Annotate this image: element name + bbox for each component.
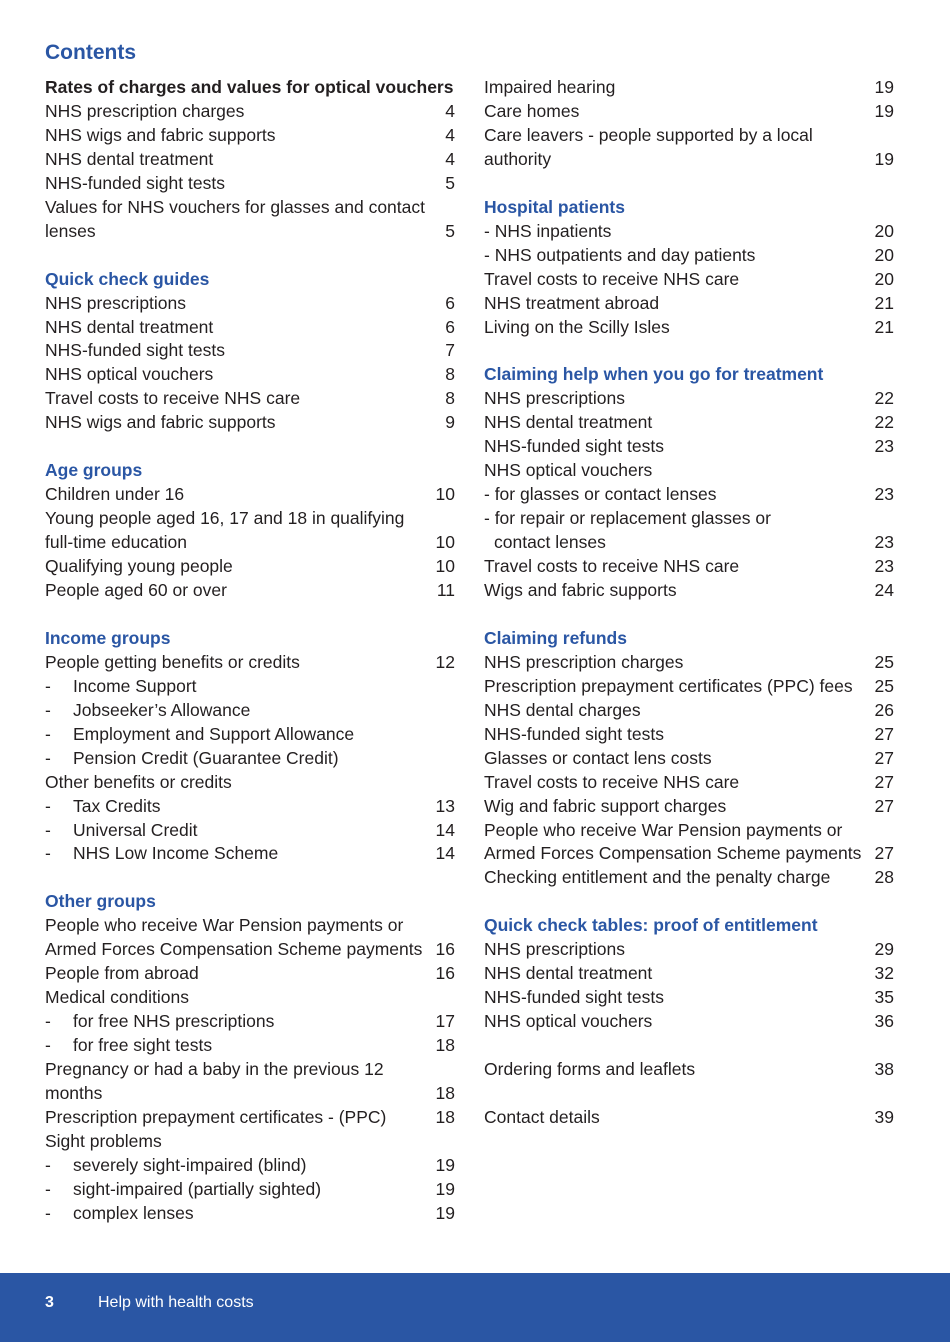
toc-entry-text: Travel costs to receive NHS care bbox=[484, 771, 740, 792]
toc-entry-text: Checking entitlement and the penalty charge bbox=[484, 867, 831, 888]
contents-section bbox=[484, 1106, 894, 1130]
toc-entry[interactable] bbox=[45, 339, 455, 363]
toc-page-number: 11 bbox=[436, 579, 455, 600]
toc-entry-label bbox=[484, 435, 871, 459]
toc-entry-text: NHS-funded sight tests bbox=[45, 340, 225, 361]
toc-entry-label bbox=[45, 339, 441, 363]
toc-entry-label bbox=[484, 723, 871, 747]
toc-entry-label bbox=[45, 148, 441, 172]
toc-entry[interactable] bbox=[484, 866, 894, 890]
toc-page-number: 24 bbox=[874, 579, 894, 600]
toc-entry[interactable] bbox=[45, 914, 455, 962]
footer-title: Help with health costs bbox=[98, 1294, 254, 1311]
toc-entry-text: Wig and fabric support charges bbox=[484, 795, 727, 816]
contents-section bbox=[45, 627, 455, 867]
page-footer bbox=[0, 1273, 950, 1342]
toc-page-number: 20 bbox=[874, 268, 894, 289]
toc-entry-label bbox=[45, 316, 441, 340]
toc-entry-text: NHS-funded sight tests bbox=[45, 172, 225, 193]
toc-entry[interactable] bbox=[45, 483, 455, 507]
toc-entry[interactable] bbox=[45, 100, 455, 124]
toc-entry-text: - for repair or replacement glasses or bbox=[484, 508, 771, 529]
toc-entry[interactable] bbox=[45, 1154, 455, 1178]
toc-entry-text: Income Support bbox=[73, 675, 197, 696]
toc-entry-text: NHS prescriptions bbox=[45, 292, 187, 313]
toc-entry-text: People aged 60 or over bbox=[45, 579, 227, 600]
bullet-dash: - bbox=[45, 843, 51, 864]
toc-entry-text: NHS Low Income Scheme bbox=[73, 843, 279, 864]
toc-entry-text: NHS prescriptions bbox=[484, 939, 626, 960]
toc-page-number: 12 bbox=[435, 651, 455, 672]
toc-entry[interactable] bbox=[45, 196, 455, 244]
toc-page-number: 20 bbox=[874, 244, 894, 265]
toc-page-number: 19 bbox=[874, 100, 894, 121]
toc-entry[interactable] bbox=[484, 699, 894, 723]
toc-page-number: 23 bbox=[874, 436, 894, 457]
toc-entry-text: for free NHS prescriptions bbox=[73, 1011, 275, 1032]
toc-entry-label bbox=[484, 100, 871, 124]
toc-entry-text: NHS dental treatment bbox=[45, 316, 214, 337]
toc-entry[interactable] bbox=[484, 292, 894, 316]
toc-page-number: 23 bbox=[874, 484, 894, 505]
toc-entry[interactable] bbox=[484, 531, 894, 555]
toc-entry-text: Prescription prepayment certificates - (PPC) bbox=[45, 1106, 387, 1127]
toc-entry-text: Glasses or contact lens costs bbox=[484, 747, 712, 768]
toc-entry-label bbox=[484, 220, 871, 244]
toc-entry[interactable] bbox=[45, 316, 455, 340]
bullet-dash: - bbox=[45, 1154, 51, 1175]
toc-page-number: 36 bbox=[874, 1011, 894, 1032]
toc-entry-label bbox=[45, 795, 432, 819]
toc-entry-text: Pension Credit (Guarantee Credit) bbox=[73, 747, 339, 768]
toc-page-number: 6 bbox=[445, 316, 455, 337]
bullet-dash: - bbox=[45, 747, 51, 768]
toc-entry-label bbox=[484, 124, 871, 172]
contents-section bbox=[484, 627, 894, 890]
toc-entry-text: People from abroad bbox=[45, 963, 199, 984]
toc-entry-label bbox=[484, 244, 871, 268]
toc-entry-text: NHS treatment abroad bbox=[484, 292, 660, 313]
toc-entry[interactable] bbox=[45, 1034, 455, 1058]
toc-entry-label bbox=[484, 866, 871, 890]
toc-entry-label bbox=[484, 675, 871, 699]
toc-entry-label bbox=[45, 1010, 432, 1034]
toc-entry-text: Impaired hearing bbox=[484, 77, 616, 97]
bullet-dash: - bbox=[45, 1035, 51, 1056]
toc-page-number: 32 bbox=[874, 963, 894, 984]
bullet-dash: - bbox=[45, 795, 51, 816]
toc-entry-text: NHS dental treatment bbox=[484, 963, 653, 984]
toc-entry-label bbox=[45, 196, 441, 244]
toc-entry-text: NHS-funded sight tests bbox=[484, 987, 664, 1008]
section-heading: Hospital patients bbox=[484, 196, 625, 217]
bullet-dash: - bbox=[45, 1178, 51, 1199]
toc-entry[interactable] bbox=[45, 723, 455, 747]
toc-entry-label bbox=[45, 842, 432, 866]
contents-section bbox=[45, 890, 455, 1225]
toc-entry-label bbox=[484, 292, 871, 316]
toc-entry[interactable] bbox=[484, 747, 894, 771]
toc-entry-text: Qualifying young people bbox=[45, 556, 233, 577]
toc-entry-label bbox=[45, 507, 432, 555]
toc-entry-text: Values for NHS vouchers for glasses and contact lenses bbox=[45, 196, 426, 241]
toc-entry-text: complex lenses bbox=[73, 1202, 194, 1223]
toc-entry[interactable] bbox=[484, 962, 894, 986]
toc-page-number: 14 bbox=[435, 819, 455, 840]
toc-entry-label bbox=[484, 699, 871, 723]
toc-entry-label bbox=[484, 411, 871, 435]
contents-section bbox=[484, 363, 894, 603]
toc-entry[interactable] bbox=[45, 771, 455, 795]
section-heading: Income groups bbox=[45, 627, 171, 648]
toc-entry-label bbox=[45, 555, 432, 579]
toc-page-number: 23 bbox=[874, 532, 894, 553]
toc-entry-text: Living on the Scilly Isles bbox=[484, 316, 670, 337]
toc-page-number: 18 bbox=[435, 1082, 455, 1103]
toc-entry[interactable] bbox=[484, 316, 894, 340]
toc-page-number: 27 bbox=[874, 747, 894, 768]
toc-entry[interactable] bbox=[45, 172, 455, 196]
contents-section bbox=[484, 914, 894, 1034]
toc-entry[interactable] bbox=[484, 124, 894, 172]
toc-entry-label bbox=[484, 579, 871, 603]
toc-entry[interactable] bbox=[484, 651, 894, 675]
toc-entry-text: Pregnancy or had a baby in the previous 12 months bbox=[45, 1059, 384, 1103]
toc-page-number: 10 bbox=[435, 484, 455, 505]
page-title: Contents bbox=[45, 41, 136, 64]
toc-page-number: 39 bbox=[874, 1106, 894, 1127]
toc-page-number: 5 bbox=[445, 220, 455, 241]
toc-page-number: 19 bbox=[435, 1178, 455, 1199]
toc-entry-label bbox=[45, 1154, 432, 1178]
toc-entry-label bbox=[45, 1034, 432, 1058]
bullet-dash: - bbox=[45, 1011, 51, 1032]
toc-entry[interactable] bbox=[45, 579, 455, 603]
toc-page-number: 16 bbox=[435, 963, 455, 984]
toc-entry-text: NHS optical vouchers bbox=[484, 460, 653, 481]
toc-page-number: 29 bbox=[874, 939, 894, 960]
toc-entry[interactable] bbox=[45, 1010, 455, 1034]
toc-entry-label bbox=[484, 771, 871, 795]
toc-entry-label bbox=[484, 819, 871, 867]
toc-entry-label bbox=[484, 1010, 871, 1034]
toc-entry-label bbox=[484, 795, 871, 819]
toc-entry[interactable] bbox=[484, 1106, 894, 1130]
toc-entry-label bbox=[45, 292, 441, 316]
toc-entry-text: NHS-funded sight tests bbox=[484, 436, 664, 457]
toc-page-number: 28 bbox=[874, 867, 894, 888]
toc-page-number: 14 bbox=[435, 843, 455, 864]
toc-entry-text: contact lenses bbox=[494, 532, 606, 553]
toc-entry-text: Wigs and fabric supports bbox=[484, 579, 677, 600]
contents-section bbox=[484, 76, 894, 172]
toc-entry-text: Care leavers - people supported by a local authority bbox=[484, 124, 813, 169]
toc-entry[interactable] bbox=[484, 220, 894, 244]
bullet-dash: - bbox=[45, 723, 51, 744]
toc-entry-label bbox=[484, 962, 871, 986]
toc-entry-text: NHS dental treatment bbox=[484, 412, 653, 433]
bullet-dash: - bbox=[45, 819, 51, 840]
toc-page-number: 5 bbox=[445, 172, 455, 193]
toc-entry-label bbox=[45, 962, 432, 986]
toc-entry-label bbox=[45, 914, 432, 962]
toc-entry[interactable] bbox=[484, 579, 894, 603]
toc-entry[interactable] bbox=[45, 699, 455, 723]
toc-entry-label bbox=[45, 699, 451, 723]
toc-page-number: 27 bbox=[874, 723, 894, 744]
toc-entry[interactable] bbox=[45, 1178, 455, 1202]
toc-page-number: 27 bbox=[874, 795, 894, 816]
toc-page-number: 4 bbox=[445, 148, 455, 169]
toc-entry[interactable] bbox=[484, 507, 894, 531]
toc-page-number: 9 bbox=[445, 412, 455, 433]
toc-entry[interactable] bbox=[484, 268, 894, 292]
toc-entry[interactable] bbox=[484, 723, 894, 747]
contents-section bbox=[45, 268, 455, 436]
toc-entry[interactable] bbox=[484, 387, 894, 411]
toc-page-number: 4 bbox=[445, 100, 455, 121]
toc-entry-label bbox=[484, 938, 871, 962]
toc-entry[interactable] bbox=[484, 938, 894, 962]
toc-entry-label bbox=[45, 1106, 432, 1130]
toc-page-number: 7 bbox=[445, 340, 455, 361]
toc-entry-text: Jobseeker’s Allowance bbox=[73, 699, 251, 720]
toc-entry[interactable] bbox=[45, 148, 455, 172]
toc-entry[interactable] bbox=[45, 795, 455, 819]
toc-page-number: 23 bbox=[874, 556, 894, 577]
toc-entry[interactable] bbox=[484, 795, 894, 819]
toc-page-number: 17 bbox=[435, 1011, 455, 1032]
toc-entry-label bbox=[484, 651, 871, 675]
toc-entry[interactable] bbox=[484, 1058, 894, 1082]
toc-page-number: 19 bbox=[874, 77, 894, 97]
toc-entry-text: NHS dental charges bbox=[484, 699, 641, 720]
toc-entry-label bbox=[45, 675, 451, 699]
toc-entry-text: Travel costs to receive NHS care bbox=[484, 556, 740, 577]
toc-entry-label bbox=[484, 387, 871, 411]
toc-entry-label bbox=[45, 1178, 432, 1202]
bullet-dash: - bbox=[45, 675, 51, 696]
toc-entry[interactable] bbox=[45, 842, 455, 866]
section-heading: Claiming refunds bbox=[484, 627, 627, 648]
toc-entry-text: Travel costs to receive NHS care bbox=[484, 268, 740, 289]
toc-entry-label bbox=[45, 363, 441, 387]
section-heading: Age groups bbox=[45, 460, 143, 481]
toc-page-number: 27 bbox=[874, 771, 894, 792]
toc-entry-label bbox=[45, 387, 441, 411]
toc-entry-text: Children under 16 bbox=[45, 484, 185, 505]
toc-page-number: 22 bbox=[874, 412, 894, 433]
toc-entry[interactable] bbox=[45, 1058, 455, 1106]
toc-entry[interactable] bbox=[45, 1202, 455, 1226]
contents-section bbox=[45, 76, 455, 244]
toc-entry-text: Contact details bbox=[484, 1106, 600, 1127]
toc-entry[interactable] bbox=[45, 651, 455, 675]
toc-entry[interactable] bbox=[45, 363, 455, 387]
toc-entry-text: Prescription prepayment certificates (PPC) fees bbox=[484, 675, 853, 696]
toc-entry-text: Other benefits or credits bbox=[45, 771, 232, 792]
toc-page-number: 8 bbox=[445, 388, 455, 409]
toc-entry[interactable] bbox=[484, 771, 894, 795]
toc-entry[interactable] bbox=[45, 747, 455, 771]
toc-page-number: 21 bbox=[874, 316, 894, 337]
toc-entry-label bbox=[45, 986, 451, 1010]
toc-entry-label bbox=[484, 483, 871, 507]
toc-page-number: 10 bbox=[435, 532, 455, 553]
toc-entry[interactable] bbox=[45, 986, 455, 1010]
toc-entry-text: Universal Credit bbox=[73, 819, 198, 840]
toc-entry[interactable] bbox=[484, 411, 894, 435]
toc-entry-text: severely sight-impaired (blind) bbox=[73, 1154, 307, 1175]
toc-page-number: 13 bbox=[435, 795, 455, 816]
toc-entry-text: NHS wigs and fabric supports bbox=[45, 412, 276, 433]
toc-entry-label bbox=[45, 819, 432, 843]
contents-column-left bbox=[45, 76, 455, 1226]
toc-entry-label bbox=[45, 771, 451, 795]
toc-entry-label bbox=[45, 579, 433, 603]
toc-entry-label bbox=[45, 100, 441, 124]
toc-entry-text: Employment and Support Allowance bbox=[73, 723, 355, 744]
toc-entry-label bbox=[45, 411, 441, 435]
bullet-dash: - bbox=[45, 1202, 51, 1223]
toc-entry-text: NHS prescriptions bbox=[484, 388, 626, 409]
section-heading: Other groups bbox=[45, 891, 156, 912]
toc-entry-label bbox=[45, 1130, 451, 1154]
toc-entry-label bbox=[45, 124, 441, 148]
toc-entry-text: for free sight tests bbox=[73, 1035, 213, 1056]
toc-page-number: 16 bbox=[435, 939, 455, 960]
toc-entry[interactable] bbox=[45, 292, 455, 316]
toc-page-number: 26 bbox=[874, 699, 894, 720]
toc-entry[interactable] bbox=[484, 483, 894, 507]
toc-entry-text: Medical conditions bbox=[45, 987, 189, 1008]
toc-entry-text: Care homes bbox=[484, 100, 580, 121]
toc-entry-label bbox=[484, 747, 871, 771]
section-heading: Quick check tables: proof of entitlement bbox=[484, 915, 818, 936]
toc-entry[interactable] bbox=[484, 1010, 894, 1034]
section-heading: Claiming help when you go for treatment bbox=[484, 364, 824, 385]
toc-entry[interactable] bbox=[45, 962, 455, 986]
toc-entry[interactable] bbox=[45, 1130, 455, 1154]
toc-page-number: 21 bbox=[874, 292, 894, 313]
toc-entry[interactable] bbox=[484, 819, 894, 867]
toc-entry-label bbox=[484, 1058, 871, 1082]
toc-entry[interactable] bbox=[484, 76, 894, 100]
toc-entry-text: NHS prescription charges bbox=[484, 651, 684, 672]
toc-entry-text: - NHS outpatients and day patients bbox=[484, 244, 756, 265]
toc-page-number: 18 bbox=[435, 1106, 455, 1127]
contents-column-right bbox=[484, 76, 894, 1130]
toc-page-number: 20 bbox=[874, 220, 894, 241]
toc-entry[interactable] bbox=[45, 507, 455, 555]
toc-entry-label bbox=[484, 531, 871, 555]
contents-section bbox=[45, 459, 455, 603]
toc-page-number: 22 bbox=[874, 388, 894, 409]
toc-entry-text: Travel costs to receive NHS care bbox=[45, 388, 301, 409]
toc-entry-text: NHS dental treatment bbox=[45, 148, 214, 169]
toc-page-number: 6 bbox=[445, 292, 455, 313]
toc-page-number: 4 bbox=[445, 124, 455, 145]
toc-entry-label bbox=[45, 651, 432, 675]
toc-entry[interactable] bbox=[484, 675, 894, 699]
toc-entry-text: NHS wigs and fabric supports bbox=[45, 124, 276, 145]
toc-entry[interactable] bbox=[484, 435, 894, 459]
toc-page-number: 19 bbox=[874, 148, 894, 169]
toc-page-number: 18 bbox=[435, 1035, 455, 1056]
toc-entry-label bbox=[484, 268, 871, 292]
toc-entry-label bbox=[45, 172, 441, 196]
toc-entry-label bbox=[45, 483, 432, 507]
toc-entry-text: NHS prescription charges bbox=[45, 100, 245, 121]
toc-entry-text: Ordering forms and leaflets bbox=[484, 1059, 696, 1079]
toc-entry-label bbox=[45, 747, 451, 771]
toc-entry[interactable] bbox=[45, 1106, 455, 1130]
toc-entry-label bbox=[45, 723, 451, 747]
toc-page-number: 27 bbox=[874, 843, 894, 864]
toc-entry-text: NHS optical vouchers bbox=[484, 1011, 653, 1032]
toc-entry[interactable] bbox=[45, 411, 455, 435]
toc-entry-text: People who receive War Pension payments or Armed Forces Compensation Scheme payments bbox=[45, 915, 423, 960]
contents-section bbox=[484, 196, 894, 340]
toc-entry[interactable] bbox=[484, 986, 894, 1010]
toc-page-number: 25 bbox=[874, 651, 894, 672]
toc-entry-text: People getting benefits or credits bbox=[45, 651, 300, 672]
toc-entry-text: Sight problems bbox=[45, 1130, 162, 1151]
toc-entry-label bbox=[45, 1202, 432, 1226]
toc-entry[interactable] bbox=[484, 244, 894, 268]
toc-page-number: 19 bbox=[435, 1154, 455, 1175]
toc-entry-text: NHS optical vouchers bbox=[45, 364, 214, 385]
toc-entry[interactable] bbox=[45, 675, 455, 699]
toc-page-number: 19 bbox=[435, 1202, 455, 1223]
toc-entry[interactable] bbox=[45, 819, 455, 843]
toc-entry-label bbox=[484, 76, 871, 100]
contents-section bbox=[484, 1058, 894, 1082]
toc-entry-label bbox=[484, 1106, 871, 1130]
toc-entry-text: People who receive War Pension payments or Armed Forces Compensation Scheme payments bbox=[484, 819, 862, 864]
toc-page-number: 35 bbox=[874, 987, 894, 1008]
toc-entry-text: sight-impaired (partially sighted) bbox=[73, 1178, 322, 1199]
toc-entry-label bbox=[484, 555, 871, 579]
toc-entry[interactable] bbox=[484, 555, 894, 579]
toc-entry-text: Tax Credits bbox=[73, 795, 161, 816]
toc-page-number: 38 bbox=[874, 1059, 894, 1079]
toc-entry-label bbox=[484, 459, 890, 483]
toc-page-number: 25 bbox=[874, 675, 894, 696]
toc-entry[interactable] bbox=[484, 459, 894, 483]
toc-entry-text: - for glasses or contact lenses bbox=[484, 484, 717, 505]
toc-page-number: 10 bbox=[435, 556, 455, 577]
toc-entry-label bbox=[484, 316, 871, 340]
bullet-dash: - bbox=[45, 699, 51, 720]
toc-entry-label bbox=[484, 986, 871, 1010]
toc-entry[interactable] bbox=[45, 124, 455, 148]
toc-page-number: 8 bbox=[445, 364, 455, 385]
toc-entry-text: Young people aged 16, 17 and 18 in qualifying full-time education bbox=[45, 508, 405, 553]
section-heading: Quick check guides bbox=[45, 268, 210, 289]
toc-entry-label bbox=[45, 1058, 432, 1106]
section-heading: Rates of charges and values for optical vouchers bbox=[45, 77, 454, 97]
toc-entry-text: - NHS inpatients bbox=[484, 220, 612, 241]
toc-entry[interactable] bbox=[45, 387, 455, 411]
toc-entry[interactable] bbox=[45, 555, 455, 579]
toc-entry[interactable] bbox=[484, 100, 894, 124]
footer-page-number: 3 bbox=[45, 1294, 54, 1311]
toc-entry-text: NHS-funded sight tests bbox=[484, 723, 664, 744]
toc-entry-label bbox=[484, 507, 890, 531]
